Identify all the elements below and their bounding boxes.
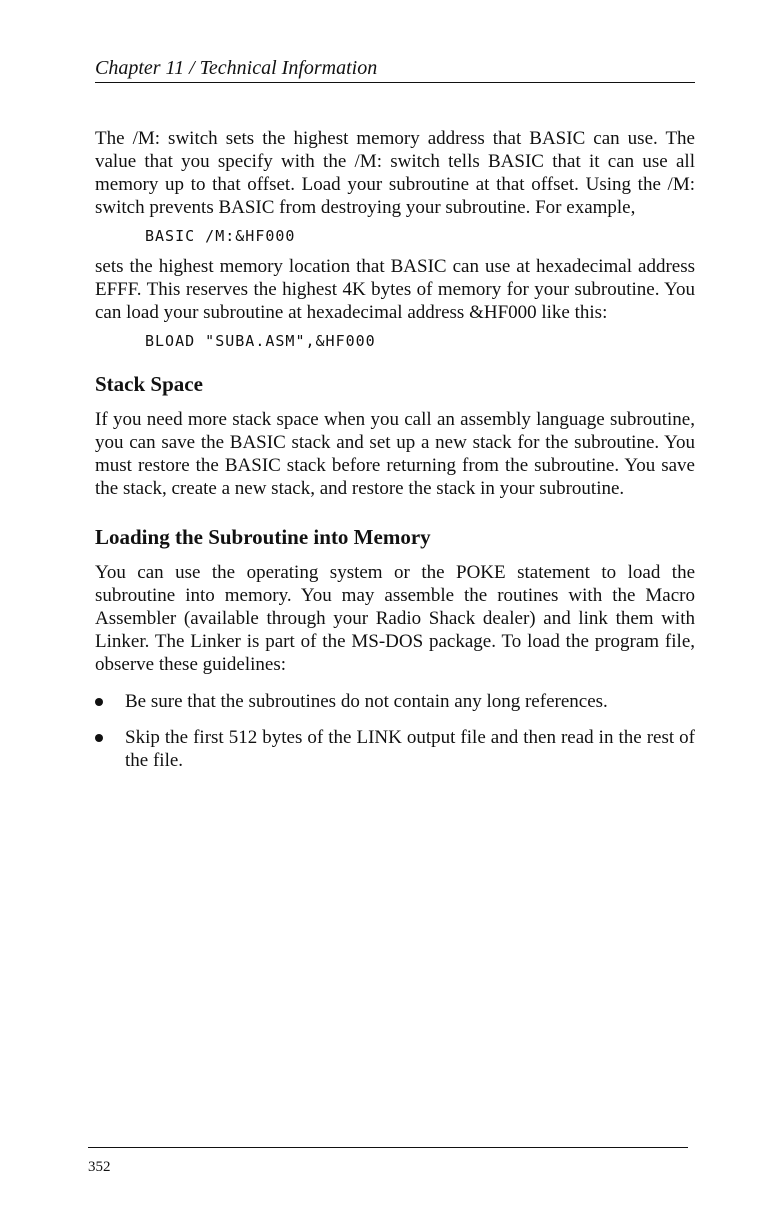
code-example-basic: BASIC /M:&HF000 — [145, 227, 296, 245]
paragraph-memory-location: sets the highest memory location that BASIC can use at hexadecimal address EFFF. This reserves the highest 4K bytes of memory for your subroutine. You can load your subroutine at hexadecimal address &HF000 like this: — [95, 256, 695, 323]
list-item-text: Be sure that the subroutines do not contain any long references. — [125, 691, 608, 712]
page-content — [95, 56, 695, 772]
page-number: 352 — [88, 1159, 111, 1175]
paragraph-loading-subroutine: You can use the operating system or the POKE statement to load the subroutine into memory. You may assemble the routines with the Macro Assembler (available through your Radio Shack dealer) and link them with Linker. The Linker is part of the MS-DOS package. To load the program file, observe these guidelines: — [95, 562, 695, 675]
bullet-icon — [95, 734, 103, 742]
guidelines-list — [95, 690, 695, 772]
list-item-text: Skip the first 512 bytes of the LINK output file and then read in the rest of the file. — [125, 727, 695, 771]
code-example-bload: BLOAD "SUBA.ASM",&HF000 — [145, 332, 376, 350]
footer-rule — [88, 1147, 688, 1148]
section-heading-loading-subroutine: Loading the Subroutine into Memory — [95, 525, 431, 549]
header-rule — [95, 82, 695, 83]
running-head: Chapter 11 / Technical Information — [95, 57, 378, 79]
list-item — [95, 690, 695, 713]
paragraph-m-switch: The /M: switch sets the highest memory address that BASIC can use. The value that you specify with the /M: switch tells BASIC that it can use all memory up to that offset. Load your subroutine at that offset. Using the /M: switch prevents BASIC from destroying your subroutine. For example, — [95, 128, 695, 218]
paragraph-stack-space: If you need more stack space when you call an assembly language subroutine, you can save the BASIC stack and set up a new stack for the subroutine. You must restore the BASIC stack before returning from the subroutine. You save the stack, create a new stack, and restore the stack in your subroutine. — [95, 409, 695, 499]
bullet-icon — [95, 698, 103, 706]
section-heading-stack-space: Stack Space — [95, 372, 203, 396]
list-item — [95, 726, 695, 772]
